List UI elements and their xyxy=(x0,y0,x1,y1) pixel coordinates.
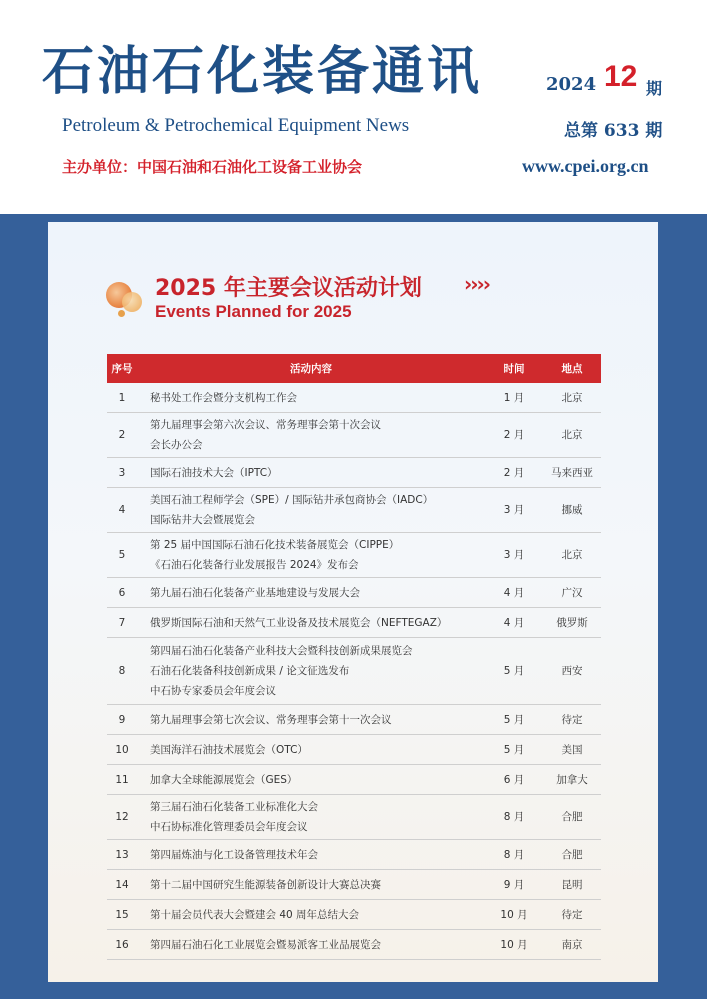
row-location: 北京 xyxy=(543,413,601,458)
table-row xyxy=(107,608,601,638)
row-location: 合肥 xyxy=(543,795,601,840)
row-time: 10 月 xyxy=(485,930,543,960)
header-location: 地点 xyxy=(543,354,601,383)
row-number: 8 xyxy=(107,638,137,705)
event-name-line: 会长办公会 xyxy=(150,439,203,451)
row-time: 5 月 xyxy=(485,638,543,705)
event-name-line: 第九届理事会第七次会议、常务理事会第十一次会议 xyxy=(150,713,392,726)
row-time: 9 月 xyxy=(485,870,543,900)
row-content xyxy=(137,533,485,578)
event-name-line: 美国石油工程师学会（SPE）/ 国际钻井承包商协会（IADC） xyxy=(150,494,434,506)
row-time: 3 月 xyxy=(485,533,543,578)
row-number: 14 xyxy=(107,870,137,900)
row-number: 13 xyxy=(107,840,137,870)
table-row xyxy=(107,383,601,413)
sponsor-line: 主办单位：中国石油和石油化工设备工业协会 xyxy=(62,158,363,176)
table-row xyxy=(107,870,601,900)
event-name-line: 美国海洋石油技术展览会（OTC） xyxy=(150,743,308,756)
event-name-line: 第九届理事会第六次会议、常务理事会第十次会议 xyxy=(150,419,381,431)
row-time: 5 月 xyxy=(485,735,543,765)
header-content: 活动内容 xyxy=(137,354,485,383)
row-location: 北京 xyxy=(543,383,601,413)
event-name-line: 秘书处工作会暨分支机构工作会 xyxy=(150,391,297,404)
row-number: 7 xyxy=(107,608,137,638)
row-location: 马来西亚 xyxy=(543,458,601,488)
section-title-cn: 2025 年主要会议活动计划 xyxy=(155,276,422,301)
website-url: www.cpei.org.cn xyxy=(522,156,649,176)
magazine-title-en: Petroleum & Petrochemical Equipment News xyxy=(62,115,410,136)
row-number: 15 xyxy=(107,900,137,930)
table-row xyxy=(107,930,601,960)
total-issue: 总第 633 期 xyxy=(564,121,663,141)
row-time: 2 月 xyxy=(485,413,543,458)
row-time: 10 月 xyxy=(485,900,543,930)
row-location: 南京 xyxy=(543,930,601,960)
chevrons-right-icon: ›››› xyxy=(464,272,489,296)
event-name-line: 第四届炼油与化工设备管理技术年会 xyxy=(150,848,318,861)
magazine-title-cn: 石油石化装备通讯 xyxy=(42,41,483,102)
row-location: 加拿大 xyxy=(543,765,601,795)
event-name-line: 俄罗斯国际石油和天然气工业设备及技术展览会（NEFTEGAZ） xyxy=(150,616,448,629)
event-name-line: 中石协专家委员会年度会议 xyxy=(150,685,276,697)
row-time: 2 月 xyxy=(485,458,543,488)
row-location: 待定 xyxy=(543,705,601,735)
magazine-header xyxy=(0,0,707,214)
table-row xyxy=(107,765,601,795)
table-row xyxy=(107,458,601,488)
event-name-line: 《石油石化装备行业发展报告 2024》发布会 xyxy=(150,559,359,571)
row-time: 8 月 xyxy=(485,840,543,870)
row-number: 6 xyxy=(107,578,137,608)
row-location: 挪威 xyxy=(543,488,601,533)
row-content xyxy=(137,870,485,900)
decorative-circles-icon xyxy=(106,282,142,318)
event-name-line: 第 25 届中国国际石油石化技术装备展览会（CIPPE） xyxy=(150,539,400,551)
table-row xyxy=(107,578,601,608)
row-location: 俄罗斯 xyxy=(543,608,601,638)
row-number: 4 xyxy=(107,488,137,533)
row-content xyxy=(137,735,485,765)
row-content xyxy=(137,638,485,705)
section-title-en: Events Planned for 2025 xyxy=(155,302,352,321)
row-time: 8 月 xyxy=(485,795,543,840)
header-time: 时间 xyxy=(485,354,543,383)
row-number: 12 xyxy=(107,795,137,840)
event-name-line: 中石协标准化管理委员会年度会议 xyxy=(150,821,308,833)
event-name-line: 加拿大全球能源展览会（GES） xyxy=(150,773,298,786)
event-name-line: 第十届会员代表大会暨建会 40 周年总结大会 xyxy=(150,908,360,921)
table-row xyxy=(107,795,601,840)
event-name-line: 国际石油技术大会（IPTC） xyxy=(150,466,278,479)
row-number: 10 xyxy=(107,735,137,765)
row-number: 3 xyxy=(107,458,137,488)
issue-unit: 期 xyxy=(646,79,663,98)
event-name-line: 第十二届中国研究生能源装备创新设计大赛总决赛 xyxy=(150,878,381,891)
row-number: 1 xyxy=(107,383,137,413)
event-name-line: 第三届石油石化装备工业标准化大会 xyxy=(150,801,318,813)
row-number: 5 xyxy=(107,533,137,578)
row-location: 北京 xyxy=(543,533,601,578)
header-no: 序号 xyxy=(107,354,137,383)
row-content xyxy=(137,413,485,458)
row-time: 5 月 xyxy=(485,705,543,735)
table-row xyxy=(107,900,601,930)
row-content xyxy=(137,840,485,870)
row-number: 2 xyxy=(107,413,137,458)
row-location: 待定 xyxy=(543,900,601,930)
event-name-line: 第四届石油石化工业展览会暨易派客工业品展览会 xyxy=(150,938,381,951)
table-header-row xyxy=(107,354,601,383)
row-location: 昆明 xyxy=(543,870,601,900)
table-body xyxy=(107,383,601,960)
row-time: 4 月 xyxy=(485,578,543,608)
table-row xyxy=(107,735,601,765)
table-row xyxy=(107,705,601,735)
row-content xyxy=(137,608,485,638)
event-name-line: 第九届石油石化装备产业基地建设与发展大会 xyxy=(150,586,360,599)
row-content xyxy=(137,705,485,735)
row-location: 合肥 xyxy=(543,840,601,870)
row-content xyxy=(137,383,485,413)
events-table xyxy=(107,354,601,960)
row-location: 西安 xyxy=(543,638,601,705)
row-content xyxy=(137,488,485,533)
issue-year: 2024 xyxy=(546,74,597,95)
event-name-line: 石油石化装备科技创新成果 / 论文征选发布 xyxy=(150,665,350,677)
row-location: 广汉 xyxy=(543,578,601,608)
table-row xyxy=(107,413,601,458)
row-time: 4 月 xyxy=(485,608,543,638)
row-content xyxy=(137,795,485,840)
row-content xyxy=(137,900,485,930)
row-content xyxy=(137,578,485,608)
row-time: 1 月 xyxy=(485,383,543,413)
event-name-line: 第四届石油石化装备产业科技大会暨科技创新成果展览会 xyxy=(150,645,413,657)
row-number: 16 xyxy=(107,930,137,960)
row-number: 9 xyxy=(107,705,137,735)
table-row xyxy=(107,840,601,870)
row-content xyxy=(137,765,485,795)
row-location: 美国 xyxy=(543,735,601,765)
issue-number: 12 xyxy=(604,60,638,93)
table-row xyxy=(107,638,601,705)
row-content xyxy=(137,930,485,960)
event-name-line: 国际钻井大会暨展览会 xyxy=(150,514,255,526)
table-row xyxy=(107,533,601,578)
row-time: 3 月 xyxy=(485,488,543,533)
row-content xyxy=(137,458,485,488)
row-number: 11 xyxy=(107,765,137,795)
table-row xyxy=(107,488,601,533)
row-time: 6 月 xyxy=(485,765,543,795)
